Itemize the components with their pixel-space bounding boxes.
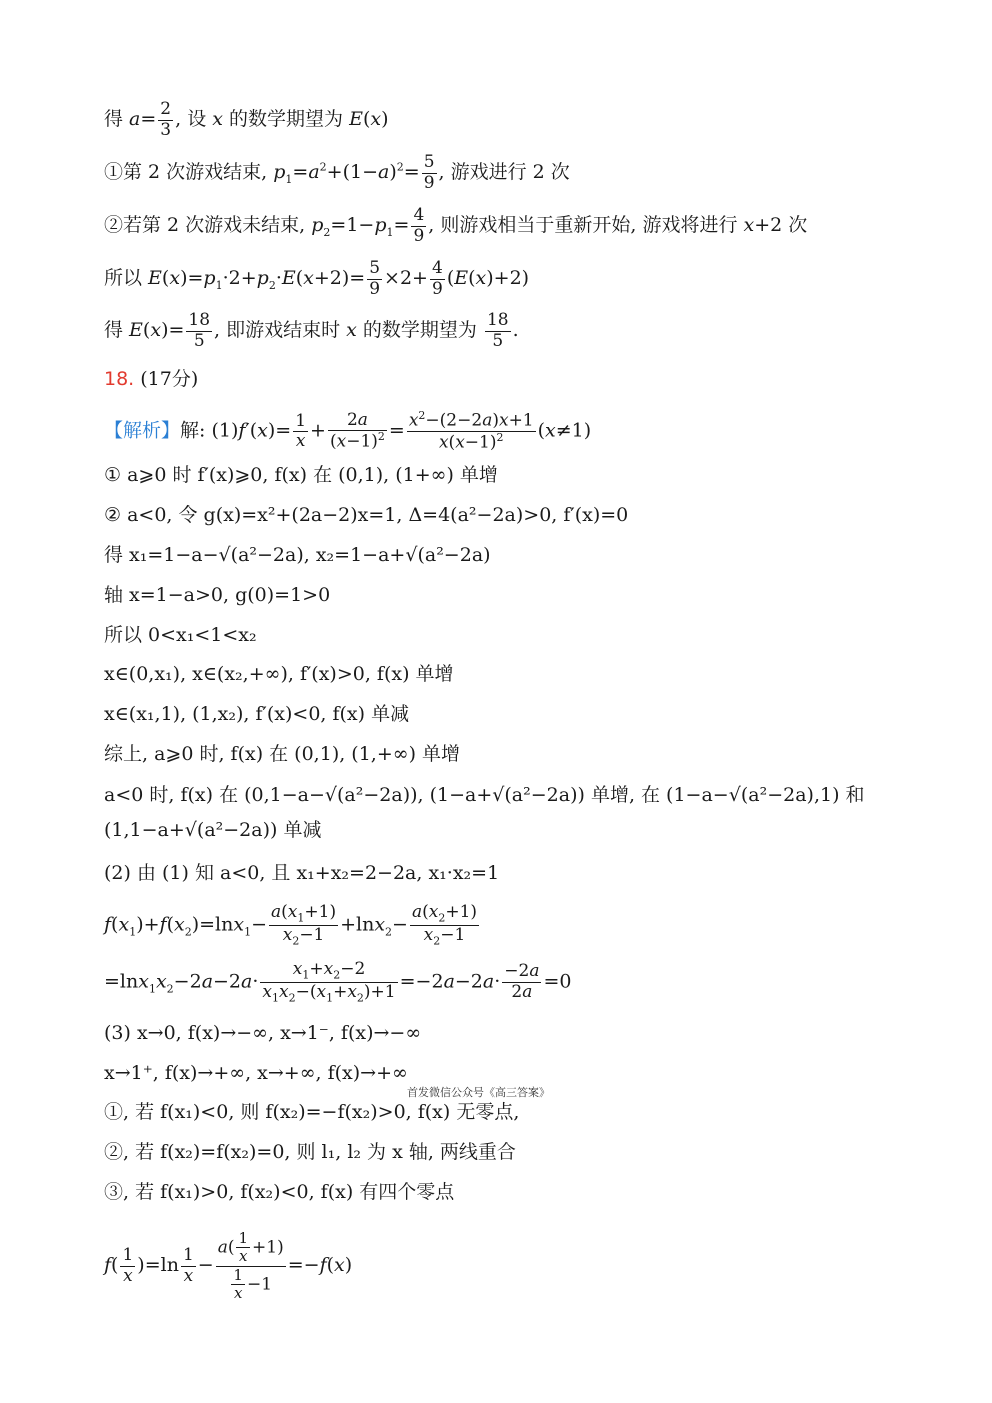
line-23: ②, 若 f(x₂)=f(x₂)=0, 则 l₁, l₂ 为 x 轴, 两线重合 (104, 1141, 516, 1163)
question-18-heading (104, 370, 198, 389)
line-3: ②若第 2 次游戏未结束, $p_2=1-p_1=$ $\frac{4}{9}$ , 则游戏相当于重新开始, 游戏将进行 x+2 次 (104, 205, 808, 246)
line-4: 所以 $E(x)=p_1\cdot 2+p_2\cdot E(x+2)=$ $\frac{5}{9}$ ×2+ $\frac{4}{9}$ (E(x)+2) (104, 258, 530, 299)
line-21: x→1⁺, f(x)→+∞, x→+∞, f(x)→+∞ (104, 1062, 408, 1084)
line-12: x∈(0,x₁), x∈(x₂,+∞), f′(x)>0, f(x) 单增 (104, 663, 454, 685)
line-18: $f(x_1)+f(x_2)=\ln x_1-$ $\frac{a(x_1+1)}{x_2-1}$ +lnx$_2$− $\frac{a(x_2+1)}{x_2-1}$ (104, 902, 478, 948)
question-number: 18. (104, 368, 135, 390)
line-24: ③, 若 f(x₁)>0, f(x₂)<0, f(x) 有四个零点 (104, 1181, 455, 1203)
line-10: 轴 x=1−a>0, g(0)=1>0 (104, 584, 331, 606)
line-22: ①, 若 f(x₁)<0, 则 f(x₂)=−f(x₂)>0, f(x) 无零点, (104, 1101, 520, 1123)
line-17: (2) 由 (1) 知 a<0, 且 x₁+x₂=2−2a, x₁·x₂=1 (104, 862, 500, 884)
line-25: f( $\frac{1}{x}$ )=ln $\frac{1}{x}$ − a( $\frac{1}{x}$ +1) $\frac{1}{x}$ −1 =−f(x) (104, 1229, 353, 1302)
line-15: a<0 时, f(x) 在 (0,1−a−√(a²−2a)), (1−a+√(a²−2a)) 单增, 在 (1−a−√(a²−2a),1) 和 (104, 784, 865, 806)
line-19: $=\ln x_1x_2-2a-2a\cdot$ $\frac{x_1+x_2-2}{x_1x_2-(x_1+x_2)+1}$ =−2a−2a· $\frac{-2a}{2a}$ =0 (104, 959, 572, 1005)
line-16: (1,1−a+√(a²−2a)) 单减 (104, 819, 322, 841)
line-2: ①第 2 次游戏结束, $p_1=a^2+(1-a)^2=$ $\frac{5}{9}$ , 游戏进行 2 次 (104, 152, 570, 193)
line-6: 【解析】解: (1)f′(x)= $\frac{1}{x}$ + $\frac{2a}{(x-1)^2}$ = $\frac{x^2-(2-2a)x+1}{x(x-1)^2}$ (x≠1) (104, 409, 592, 453)
line-13: x∈(x₁,1), (1,x₂), f′(x)<0, f(x) 单减 (104, 703, 410, 725)
line-7: ① a⩾0 时 f′(x)⩾0, f(x) 在 (0,1), (1+∞) 单增 (104, 464, 498, 486)
analysis-label: 【解析】 (104, 419, 181, 442)
line-1: 得 a= $\frac{2}{3}$ , 设 x 的数学期望为 E(x) (104, 99, 389, 140)
question-points: (17分) (140, 368, 199, 390)
line-11: 所以 0<x₁<1<x₂ (104, 624, 257, 646)
watermark: 首发微信公众号《高三答案》 (407, 1086, 550, 1099)
line-8: ② a<0, 令 g(x)=x²+(2a−2)x=1, Δ=4(a²−2a)>0, f′(x)=0 (104, 504, 629, 526)
line-14: 综上, a⩾0 时, f(x) 在 (0,1), (1,+∞) 单增 (104, 743, 461, 765)
line-9: 得 x₁=1−a−√(a²−2a), x₂=1−a+√(a²−2a) (104, 544, 491, 566)
line-5: 得 E(x)= $\frac{18}{5}$ , 即游戏结束时 x 的数学期望为 $\frac{18}{5}$ . (104, 310, 519, 351)
line-20: (3) x→0, f(x)→−∞, x→1⁻, f(x)→−∞ (104, 1022, 422, 1044)
